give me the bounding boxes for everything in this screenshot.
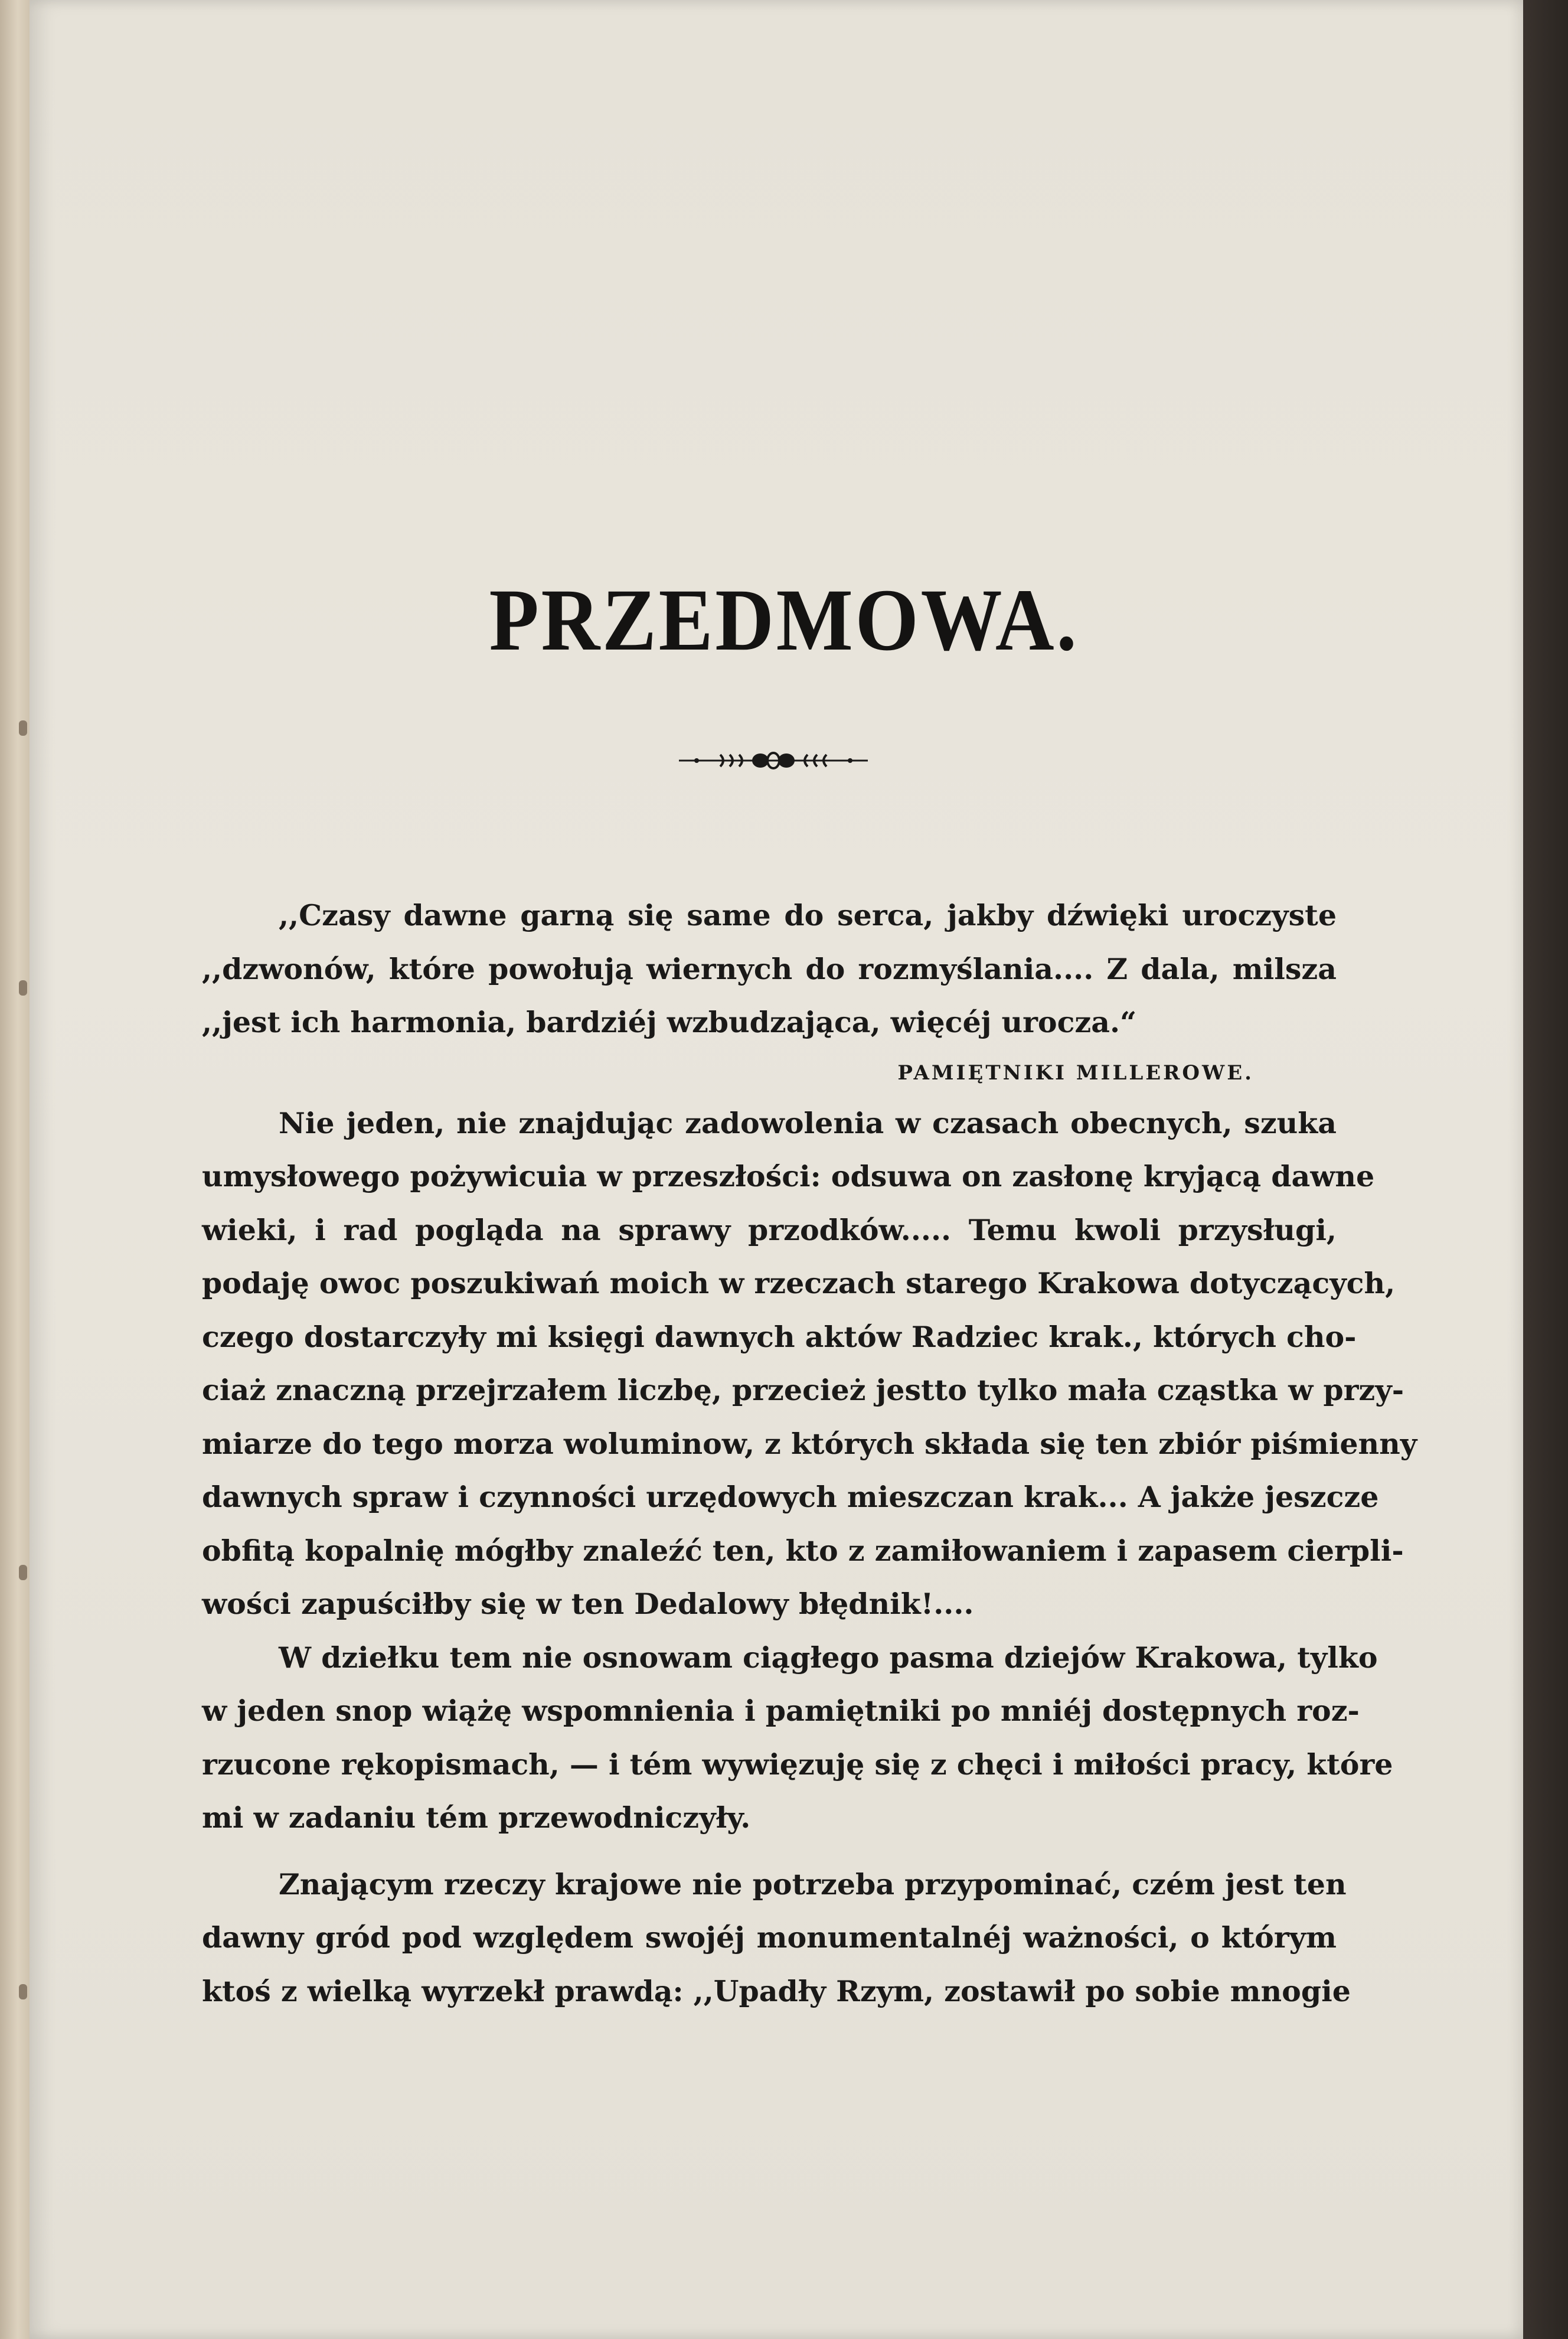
quote-line: ,,jest ich harmonia, bardziéj wzbudzająca, więcéj urocza.“ xyxy=(202,1005,1137,1039)
binding-stitch xyxy=(19,720,27,736)
paragraph-line: podaję owoc poszukiwań moich w rzeczach starego Krakowa dotyczących, xyxy=(202,1266,1396,1300)
paragraph-line: Nie jeden, nie znajdując zadowolenia w czasach obecnych, szuka xyxy=(279,1105,1337,1140)
binding-stitch xyxy=(19,1565,27,1580)
paragraph-line: Znającym rzeczy krajowe nie potrzeba przypominać, czém jest ten xyxy=(279,1867,1347,1901)
paragraph-line: miarze do tego morza woluminow, z których składa się ten zbiór piśmienny xyxy=(202,1426,1417,1461)
paragraph-line: obfitą kopalnię mógłby znaleźć ten, kto z zamiłowaniem i zapasem cierpli- xyxy=(202,1533,1404,1568)
quote-line: ,,dzwonów, które powołują wiernych do rozmyślania.... Z dala, milsza xyxy=(202,951,1337,986)
quote-line: ,,Czasy dawne garną się same do serca, jakby dźwięki uroczyste xyxy=(279,898,1337,932)
paragraph-line: czego dostarczyły mi księgi dawnych aktów Radziec krak., których cho- xyxy=(202,1319,1357,1354)
paragraph-line: mi w zadaniu tém przewodniczyły. xyxy=(202,1800,751,1835)
paragraph-line: wości zapuściłby się w ten Dedalowy błędnik!.... xyxy=(202,1587,974,1621)
paragraph-line: rzucone rękopismach, — i tém wywięzuję się z chęci i miłości pracy, które xyxy=(202,1747,1393,1782)
page-title: PRZEDMOWA. xyxy=(489,571,1079,669)
paragraph-line: W dziełku tem nie osnowam ciągłego pasma dziejów Krakowa, tylko xyxy=(279,1640,1378,1675)
paragraph-line: w jeden snop wiążę wspomnienia i pamiętniki po mniéj dostępnych roz- xyxy=(202,1694,1360,1728)
page-edge-shadow xyxy=(1523,0,1568,2339)
paragraph-line: umysłowego pożywicuia w przeszłości: odsuwa on zasłonę kryjącą dawne xyxy=(202,1159,1375,1193)
paragraph-spacer xyxy=(202,1845,1337,1858)
paragraph-line: dawnych spraw i czynności urzędowych mieszczan krak... A jakże jeszcze xyxy=(202,1480,1379,1514)
paragraph-line: ciaż znaczną przejrzałem liczbę, przecież jestto tylko mała cząstka w przy- xyxy=(202,1373,1404,1407)
paragraph-line: wieki, i rad pogląda na sprawy przodków..... Temu kwoli przysługi, xyxy=(202,1212,1337,1247)
binding-stitch xyxy=(19,1984,27,1999)
preface-text xyxy=(202,889,1417,2018)
quote-attribution: PAMIĘTNIKI MILLEROWE. xyxy=(897,1061,1254,1085)
decorative-rule-ornament-icon xyxy=(679,749,868,772)
binding-stitch xyxy=(19,980,27,996)
paragraph-line: dawny gród pod względem swojéj monumentalnéj ważności, o którym xyxy=(202,1920,1337,1955)
paragraph-line: ktoś z wielką wyrzekł prawdą: ,,Upadły Rzym, zostawił po sobie mnogie xyxy=(202,1973,1351,2008)
